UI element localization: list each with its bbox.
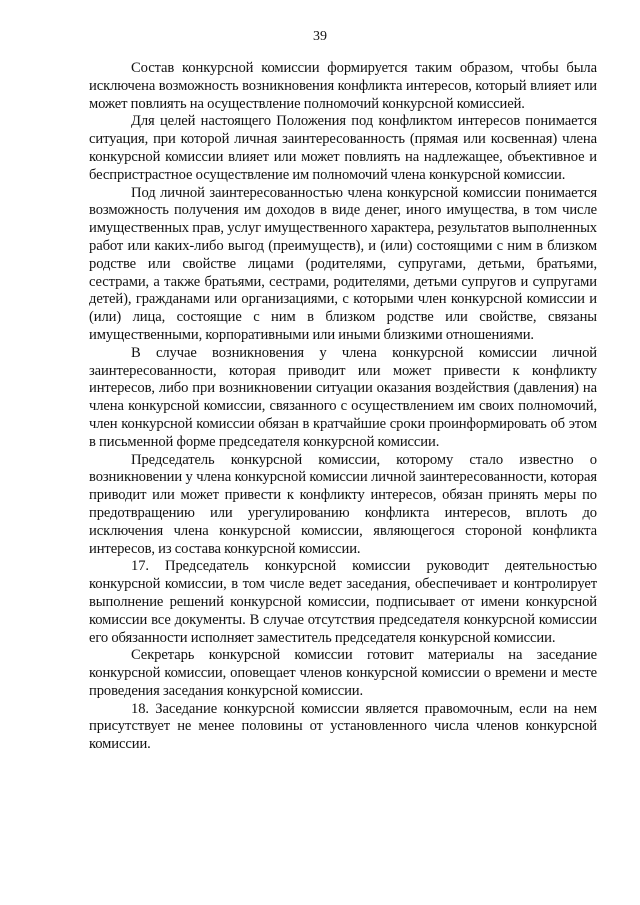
paragraph-section-18: 18. Заседание конкурсной комиссии является правомочным, если на нем присутствует не менее половины от установленного числа членов конкурсной комиссии. <box>89 700 597 753</box>
paragraph-member-obligation: В случае возникновения у члена конкурсной комиссии личной заинтересованности, которая приводит или может привести к конфликту интересов, либо при возникновении ситуации оказания воздействия (давления) на члена конкурсной комиссии, связанного с осуществлением им своих полномочий, член конкурсной комиссии обязан в кратчайшие сроки проинформировать об этом в письменной форме председателя конкурсной комиссии. <box>89 344 597 450</box>
paragraph-commission-composition: Состав конкурсной комиссии формируется таким образом, чтобы была исключена возможность возникновения конфликта интересов, который влияет или может повлиять на осуществление полномочий конкурсной комиссией. <box>89 60 597 112</box>
document-body <box>89 60 597 754</box>
paragraph-secretary: Секретарь конкурсной комиссии готовит материалы на заседание конкурсной комиссии, оповещает членов конкурсной комиссии о времени и месте проведения заседания конкурсной комиссии. <box>89 647 597 699</box>
page-number: 39 <box>313 29 327 44</box>
paragraph-chairman-measures: Председатель конкурсной комиссии, которому стало известно о возникновении у члена конкурсной комиссии личной заинтересованности, которая приводит или может привести к конфликту интересов, обязан принять меры по предотвращению или урегулированию конфликта интересов, вплоть до исключения члена конкурсной комиссии, являющегося стороной конфликта интересов, из состава конкурсной комиссии. <box>89 451 597 557</box>
paragraph-conflict-definition: Для целей настоящего Положения под конфликтом интересов понимается ситуация, при которой личная заинтересованность (прямая или косвенная) члена конкурсной комиссии влияет или может повлиять на надлежащее, объективное и беспристрастное осуществление им полномочий члена конкурсной комиссии. <box>89 113 597 183</box>
paragraph-personal-interest: Под личной заинтересованностью члена конкурсной комиссии понимается возможность получения им доходов в виде денег, иного имущества, в том числе имущественных прав, услуг имущественного характера, результатов выполненных работ или каких-либо выгод (преимуществ), и (или) состоящими с ним в близком родстве или свойстве лицами (родителями, супругами, детьми, братьями, сестрами, а также братьями, сестрами, родителями, детьми супругов и супругами детей), гражданами или организациями, с которыми член конкурсной комиссии и (или) лица, состоящие с ним в близком родстве или свойстве, связаны имущественными, корпоративными или иными близкими отношениями. <box>89 184 597 343</box>
paragraph-section-17: 17. Председатель конкурсной комиссии руководит деятельностью конкурсной комиссии, в том числе ведет заседания, обеспечивает и контролирует выполнение решений конкурсной комиссии, подписывает от имени конкурсной комиссии все документы. В случае отсутствия председателя конкурсной комиссии его обязанности исполняет заместитель председателя конкурсной комиссии. <box>89 558 597 646</box>
